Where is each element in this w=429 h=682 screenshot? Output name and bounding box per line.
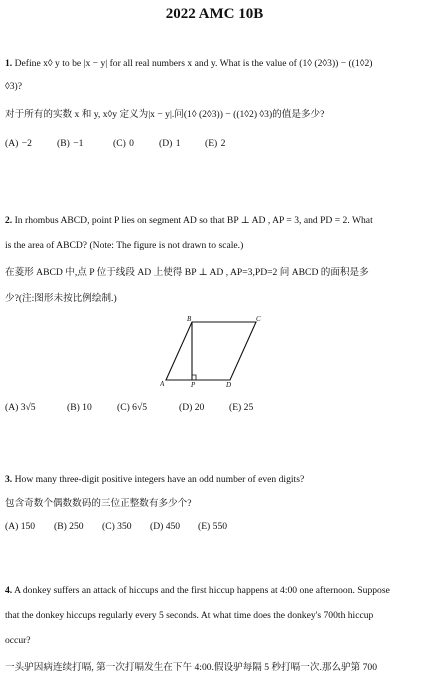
- label-p: P: [191, 381, 196, 388]
- choice-e: (E) 550: [198, 521, 228, 532]
- label-d: D: [226, 381, 232, 388]
- problem-2-cn-line-2: 少?(注:图形未按比例绘制.): [5, 293, 117, 304]
- choice-b: (B) 250: [54, 521, 84, 532]
- page-title: 2022 AMC 10B: [165, 6, 264, 22]
- problem-4-en-line-2: that the donkey hiccups regularly every 5 seconds. At what time does the donkey's 700th hiccup: [5, 610, 374, 621]
- choice-a: (A) −2: [5, 138, 32, 149]
- problem-number: 3.: [5, 474, 13, 485]
- problem-2-cn-line-1: 在菱形 ABCD 中,点 P 位于线段 AD 上使得 BP ⊥ AD , AP=3,PD=2 问 ABCD 的面积是多: [5, 267, 369, 278]
- problem-number: 2.: [5, 215, 13, 226]
- problem-1-choices: [5, 138, 225, 150]
- label-a: A: [160, 380, 165, 388]
- problem-1-en-line-2: ◊3)?: [5, 81, 22, 92]
- label-c: C: [256, 315, 261, 323]
- choice-d: (D) 450: [150, 521, 181, 532]
- choice-c: (C) 6√5: [117, 402, 148, 413]
- choice-b: (B) −1: [57, 138, 84, 149]
- choice-e: (E) 25: [229, 402, 254, 413]
- problem-number: 4.: [5, 585, 13, 596]
- problem-4-en-line-1: 4. A donkey suffers an attack of hiccups and the first hiccup happens at 4:00 one afternoon. Suppose: [5, 585, 390, 596]
- choice-d: (D) 20: [179, 402, 205, 413]
- problem-2-en-line-1: 2. In rhombus ABCD, point P lies on segment AD so that BP ⊥ AD , AP = 3, and PD = 2. What: [5, 215, 373, 226]
- choice-c: (C) 350: [102, 521, 132, 532]
- choice-c: (C) 0: [113, 138, 134, 149]
- problem-3-choices: [5, 521, 227, 533]
- choice-d: (D) 1: [159, 138, 181, 149]
- problem-4-cn-line-1: 一头驴因病连续打嗝, 第一次打嗝发生在下午 4:00.假设驴每隔 5 秒打嗝一次.那么驴第 700: [5, 662, 378, 673]
- rhombus-figure: [160, 312, 270, 388]
- problem-1-cn-line-1: 对于所有的实数 x 和 y, x◊y 定义为|x − y|.问(1◊ (2◊3)) − ((1◊2) ◊3)的值是多少?: [5, 109, 325, 120]
- choice-e: (E) 2: [205, 138, 226, 149]
- choice-b: (B) 10: [67, 402, 92, 413]
- problem-2-choices: [5, 402, 253, 414]
- problem-3-en-line-1: 3. How many three-digit positive integers have an odd number of even digits?: [5, 474, 305, 485]
- right-angle-mark: [192, 375, 196, 380]
- problem-3-cn-line-1: 包含奇数个偶数数码的三位正整数有多少个?: [5, 498, 192, 509]
- problem-2-en-line-2: is the area of ABCD? (Note: The figure is not drawn to scale.): [5, 240, 244, 251]
- problem-number: 1.: [5, 58, 13, 69]
- problem-1-en-line-1: 1. Define x◊ y to be |x − y| for all real numbers x and y. What is the value of (1◊ (2◊3)) − ((1◊2): [5, 58, 373, 69]
- choice-a: (A) 150: [5, 521, 36, 532]
- rhombus-outline: [166, 322, 256, 380]
- choice-a: (A) 3√5: [5, 402, 36, 413]
- problem-4-en-line-3: occur?: [5, 635, 31, 646]
- label-b: B: [187, 315, 192, 323]
